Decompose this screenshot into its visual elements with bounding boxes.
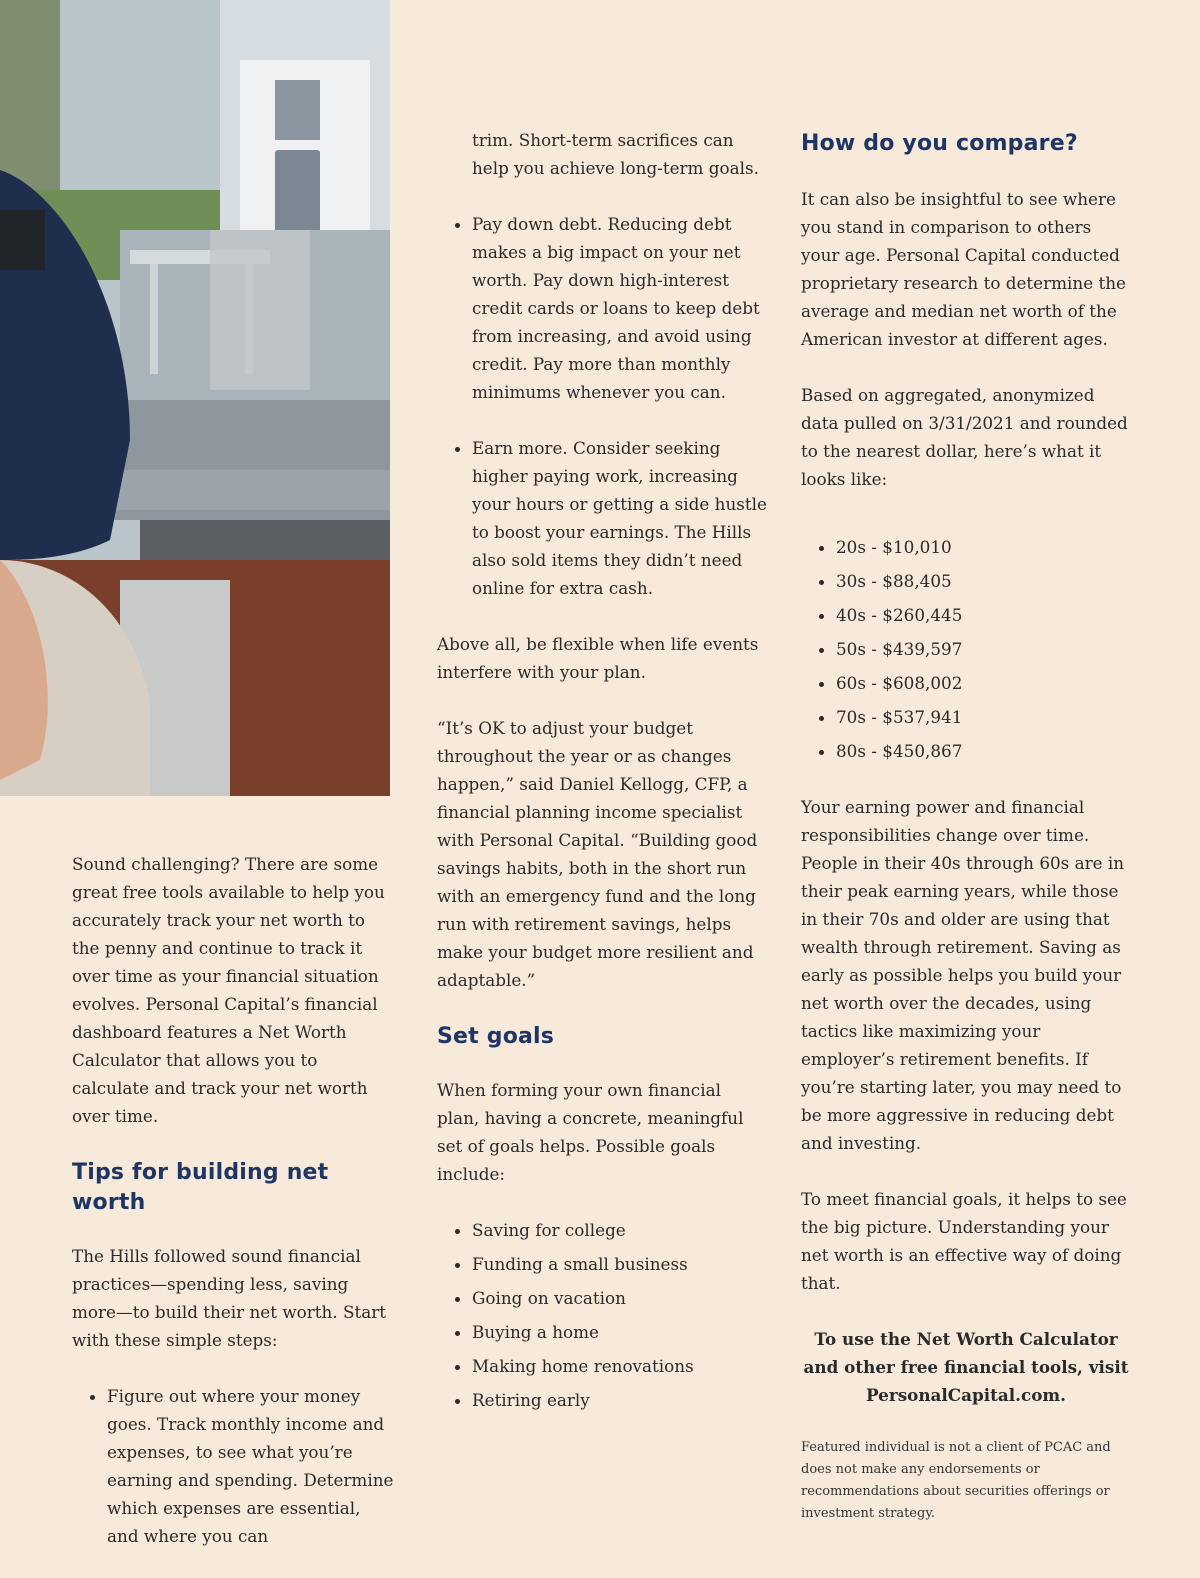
age-item: • 50s - $439,597 — [836, 635, 1131, 663]
earning-power-paragraph: Your earning power and financial responsibilities change over time. People in their 40s through 60s are in their peak earning years, while those in their 70s and older are using that wealth through retirement. Saving as early as possible helps you build your net worth over the decades, using tactics like maximizing your employer’s retirement benefits. If you’re starting later, you may need to be more aggressive in reducing debt and investing. — [801, 797, 1125, 1153]
quote-paragraph: “It’s OK to adjust your budget throughout the year or as changes happen,” said Daniel Kellogg, CFP, a financial planning income specialist with Personal Capital. “Building good savings habits, both in the short run with an emergency fund and the long run with retirement savings, helps make your budget more resilient and adaptable.” — [437, 718, 758, 990]
column-3 — [801, 131, 1131, 1553]
goal-item: • Retiring early — [472, 1386, 767, 1414]
hero-photo — [0, 0, 390, 796]
goal-item: • Going on vacation — [472, 1284, 767, 1312]
photo-illustration — [0, 0, 390, 796]
age-item: • 80s - $450,867 — [836, 737, 1131, 765]
age-item: • 60s - $608,002 — [836, 669, 1131, 697]
call-to-action: To use the Net Worth Calculator and other free financial tools, visit PersonalCapital.com. — [803, 1329, 1129, 1405]
data-paragraph: Based on aggregated, anonymized data pulled on 3/31/2021 and rounded to the nearest dollar, here’s what it looks like: — [801, 385, 1128, 489]
goal-item: • Making home renovations — [472, 1352, 767, 1380]
goal-item: • Buying a home — [472, 1318, 767, 1346]
disclaimer: Featured individual is not a client of PCAC and does not make any endorsements or recommendations about securities offerings or investment strategy. — [801, 1440, 1111, 1521]
tip-track-spending: • Figure out where your money goes. Track monthly income and expenses, to see what you’re earning and spending. Determine which expenses are essential, and where you can — [107, 1382, 397, 1550]
age-item: • 30s - $88,405 — [836, 567, 1131, 595]
tips-list — [72, 1382, 397, 1550]
tips-heading: Tips for building net worth — [72, 1160, 329, 1215]
goal-item: • Saving for college — [472, 1216, 767, 1244]
big-picture-paragraph: To meet financial goals, it helps to see the big picture. Understanding your net worth is an effective way of doing that. — [801, 1189, 1127, 1293]
age-item: • 70s - $537,941 — [836, 703, 1131, 731]
column-1 — [72, 850, 397, 1578]
goals-intro-paragraph: When forming your own financial plan, having a concrete, meaningful set of goals helps. Possible goals include: — [437, 1080, 744, 1184]
goals-list — [437, 1216, 767, 1414]
age-item: • 40s - $260,445 — [836, 601, 1131, 629]
set-goals-heading: Set goals — [437, 1024, 555, 1049]
compare-paragraph: It can also be insightful to see where you stand in comparison to others your age. Personal Capital conducted proprietary research to determine the average and median net worth of the American investor at different ages. — [801, 189, 1126, 349]
age-item: • 20s - $10,010 — [836, 533, 1131, 561]
intro-paragraph: Sound challenging? There are some great free tools available to help you accurately track your net worth to the penny and continue to track it over time as your financial situation evolves. Personal Capital’s financial dashboard features a Net Worth Calculator that allows you to calculate and track your net worth over time. — [72, 854, 385, 1126]
tip-earn-more: • Earn more. Consider seeking higher paying work, increasing your hours or getting a side hustle to boost your earnings. The Hills also sold items they didn’t need online for extra cash. — [472, 434, 767, 602]
flexible-paragraph: Above all, be flexible when life events interfere with your plan. — [437, 634, 759, 682]
tip-pay-down-debt: • Pay down debt. Reducing debt makes a big impact on your net worth. Pay down high-interest credit cards or loans to keep debt from increasing, and avoid using credit. Pay more than monthly minimums whenever you can. — [472, 210, 767, 406]
column-2 — [437, 126, 767, 1442]
tips-list-continued — [437, 210, 767, 602]
tip-track-spending-continued: trim. Short-term sacrifices can help you achieve long-term goals. — [472, 130, 759, 178]
goal-item: • Funding a small business — [472, 1250, 767, 1278]
compare-heading: How do you compare? — [801, 131, 1078, 156]
net-worth-by-age-list — [801, 533, 1131, 765]
tips-intro-paragraph: The Hills followed sound financial practices—spending less, saving more—to build their net worth. Start with these simple steps: — [72, 1246, 387, 1350]
